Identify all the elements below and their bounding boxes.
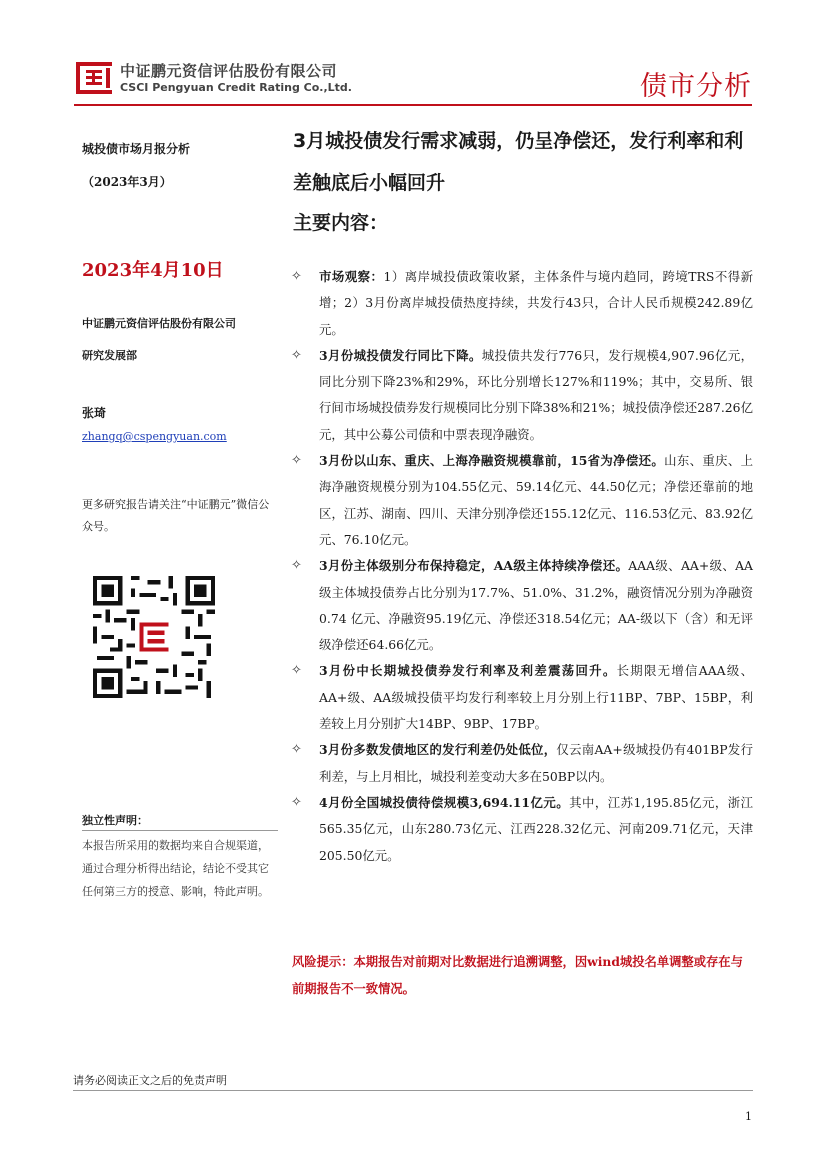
key-point-lead: 3月份中长期城投债券发行利率及利差震荡回升。 [319, 663, 617, 679]
key-point-text: 仅云南AA+级城投仍有401BP发行利差，与上月相比，城投利差变动大多在50BP以内。 [319, 742, 754, 784]
author-email-link[interactable]: zhangq@cspengyuan.com [82, 430, 227, 443]
key-points-list [291, 264, 753, 869]
sidebar [82, 140, 278, 190]
key-point-text: 其中，江苏1,195.85亿元，浙江565.35亿元，山东280.73亿元、江西228.32亿元、河南209.71亿元，天津205.50亿元。 [319, 794, 753, 863]
diamond-bullet-icon: ✧ [291, 453, 302, 469]
diamond-bullet-icon: ✧ [291, 742, 302, 758]
company-name-en: CSCI Pengyuan Credit Rating Co.,Ltd. [120, 81, 352, 94]
key-point-lead: 市场观察： [319, 269, 384, 284]
diamond-bullet-icon: ✧ [291, 558, 302, 574]
key-point-lead: 3月份主体级别分布保持稳定，AA级主体持续净偿还。 [319, 558, 629, 574]
key-point-text: 1）离岸城投债政策收紧，主体条件与境内趋同，跨境TRS不得新增；2）3月份离岸城投债热度持续，共发行43只，合计人民币规模242.89亿元。 [319, 269, 754, 337]
header-divider [74, 104, 752, 106]
disclaimer-reminder: 请务必阅读正文之后的免责声明 [73, 1074, 227, 1087]
report-type: 城投债市场月报分析 [82, 142, 191, 156]
disclaimer-body: 本报告所采用的数据均来自合规渠道，通过合理分析得出结论，结论不受其它任何第三方的授意、影响，特此声明。 [82, 839, 269, 898]
key-point-lead: 3月份多数发债地区的发行利差仍处低位， [319, 742, 557, 758]
report-title: 3月城投债发行需求减弱，仍呈净偿还，发行利率和利差触底后小幅回升 [293, 130, 744, 194]
company-name-cn: 中证鹏元资信评估股份有限公司 [120, 62, 338, 80]
disclaimer-divider [82, 830, 278, 831]
key-point-text: 山东、重庆、上海净融资规模分别为104.55亿元、59.14亿元、44.50亿元；净偿还靠前的地区，江苏、湖南、四川、天津分别净偿还155.12亿元、116.53亿元、83.92亿元、76.10亿元。 [319, 453, 753, 547]
key-point-text: 城投债共发行776只，发行规模4,907.96亿元，同比分别下降23%和29%，环比分别增长127%和119%；其中，交易所、银行间市场城投债券发行规模同比分别下降38%和21%；城投债净偿还287.26亿元，其中公募公司债和中票表现净融资。 [319, 347, 754, 442]
key-point [291, 448, 753, 553]
wechat-qr-code [93, 576, 215, 698]
sidebar-company: 中证鹏元资信评估股份有限公司 [82, 317, 236, 330]
report-date: 2023年4月10日 [82, 260, 224, 281]
key-point [291, 553, 753, 658]
disclaimer-title: 独立性声明： [82, 814, 148, 827]
key-point-lead: 3月份以山东、重庆、上海净融资规模靠前，15省为净偿还。 [319, 453, 665, 469]
key-point [291, 264, 753, 343]
author-name: 张琦 [82, 406, 107, 420]
diamond-bullet-icon: ✧ [291, 794, 302, 810]
footer-divider [73, 1090, 753, 1091]
key-point-lead: 4月份全国城投债待偿规模3,694.11亿元。 [319, 794, 570, 810]
key-point-text: 长期限无增信AAA级、AA+级、AA级城投债平均发行利率较上月分别上行11BP、7BP、15BP，利差较上月分别扩大14BP、9BP、17BP。 [319, 663, 753, 732]
follow-note: 更多研究报告请关注“中证鹏元”微信公众号。 [82, 498, 270, 533]
key-point [291, 790, 753, 869]
key-point [291, 737, 753, 790]
report-period: （2023年3月） [82, 175, 172, 189]
sidebar-department: 研究发展部 [82, 349, 137, 362]
main-content-heading: 主要内容： [293, 212, 389, 234]
key-point-lead: 3月份城投债发行同比下降。 [319, 347, 482, 363]
section-tag: 债市分析 [640, 71, 752, 102]
diamond-bullet-icon: ✧ [291, 269, 302, 284]
diamond-bullet-icon: ✧ [291, 663, 302, 679]
risk-warning: 风险提示：本期报告对前期对比数据进行追溯调整，因wind城投名单调整或存在与前期报告不一致情况。 [292, 954, 743, 996]
key-point-text: AAA级、AA+级、AA级主体城投债券占比分别为17.7%、51.0%、31.2%，融资情况分别为净融资0.74 亿元、净融资95.19亿元、净偿还318.54亿元；AA-级以下（含）和无评级净偿还64.66亿元。 [319, 558, 753, 653]
key-point [291, 658, 753, 737]
diamond-bullet-icon: ✧ [291, 347, 302, 363]
key-point [291, 343, 753, 448]
page-number: 1 [745, 1110, 752, 1123]
company-logo [74, 58, 114, 98]
